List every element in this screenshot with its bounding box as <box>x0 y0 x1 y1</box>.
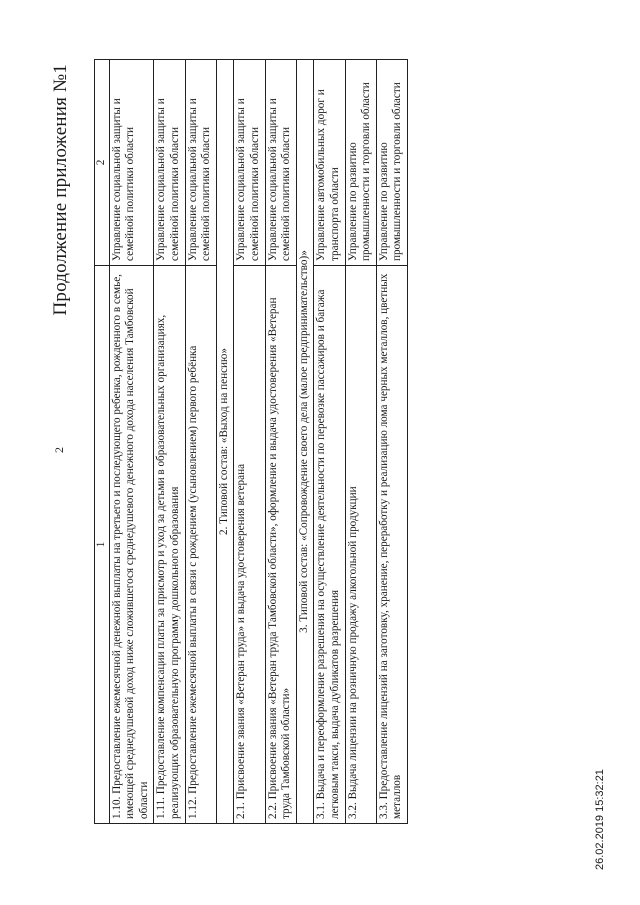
timestamp: 26.02.2019 15:32:21 <box>594 769 606 870</box>
department-cell: Управление по развитию промышленности и торговли области <box>376 60 407 266</box>
section-title: 2. Типовой состав: «Выход на пенсию» <box>216 60 234 824</box>
department-cell: Управление социальной защиты и семейной политики области <box>109 60 154 266</box>
column-header: 1 <box>95 266 110 824</box>
services-table <box>94 59 408 824</box>
table-row <box>234 60 265 824</box>
department-cell: Управление социальной защиты и семейной политики области <box>234 60 265 266</box>
rotated-page <box>50 40 610 860</box>
service-cell: 2.1. Присвоение звания «Ветеран труда» и выдача удостоверения ветерана <box>234 266 265 824</box>
table-header-row <box>95 60 110 824</box>
footer-stamp <box>594 700 608 870</box>
department-cell: Управление социальной защиты и семейной политики области <box>265 60 296 266</box>
department-cell: Управление по развитию промышленности и торговли области <box>345 60 376 266</box>
section-row <box>216 60 234 824</box>
service-cell: 3.3. Предоставление лицензий на заготовку, хранение, переработку и реализацию лома черных металлов, цветных металлов <box>376 266 407 824</box>
service-cell: 1.11. Предоставление компенсации платы за присмотр и уход за детьми в образовательных организациях, реализующих образовательную программу дошкольного образования <box>154 266 185 824</box>
appendix-title: Продолжение приложения №1 <box>50 64 71 316</box>
table-row <box>314 60 345 824</box>
table-body <box>109 60 407 824</box>
section-row <box>296 60 314 824</box>
table-row <box>376 60 407 824</box>
service-cell: 2.2. Присвоение звания «Ветеран труда Тамбовской области», оформление и выдача удостоверения «Ветеран труда Тамбовской области» <box>265 266 296 824</box>
service-cell: 1.12. Предоставление ежемесячной выплаты в связи с рождением (усыновлением) первого ребёнка <box>185 266 216 824</box>
department-cell: Управление социальной защиты и семейной политики области <box>154 60 185 266</box>
department-cell: Управление социальной защиты и семейной политики области <box>185 60 216 266</box>
table-row <box>345 60 376 824</box>
table-row <box>109 60 154 824</box>
service-cell: 1.10. Предоставление ежемесячной денежной выплаты на третьего и последующего ребенка, рожденного в семье, имеющей среднедушевой доход ниже сложившегося среднедушевого денежного дохода населения Тамбовской области <box>109 266 154 824</box>
table-row <box>154 60 185 824</box>
service-cell: 3.1. Выдача и переоформление разрешения на осуществление деятельности по перевозке пассажиров и багажа легковым такси, выдача дубликатов разрешения <box>314 266 345 824</box>
section-title: 3. Типовой состав: «Сопровождение своего дела (малое предпринимательство)» <box>296 60 314 824</box>
service-cell: 3.2. Выдача лицензии на розничную продажу алкогольной продукции <box>345 266 376 824</box>
department-cell: Управление автомобильных дорог и транспорта области <box>314 60 345 266</box>
table-row <box>265 60 296 824</box>
table-row <box>185 60 216 824</box>
page-number: 2 <box>52 447 66 453</box>
column-header: 2 <box>95 60 110 266</box>
